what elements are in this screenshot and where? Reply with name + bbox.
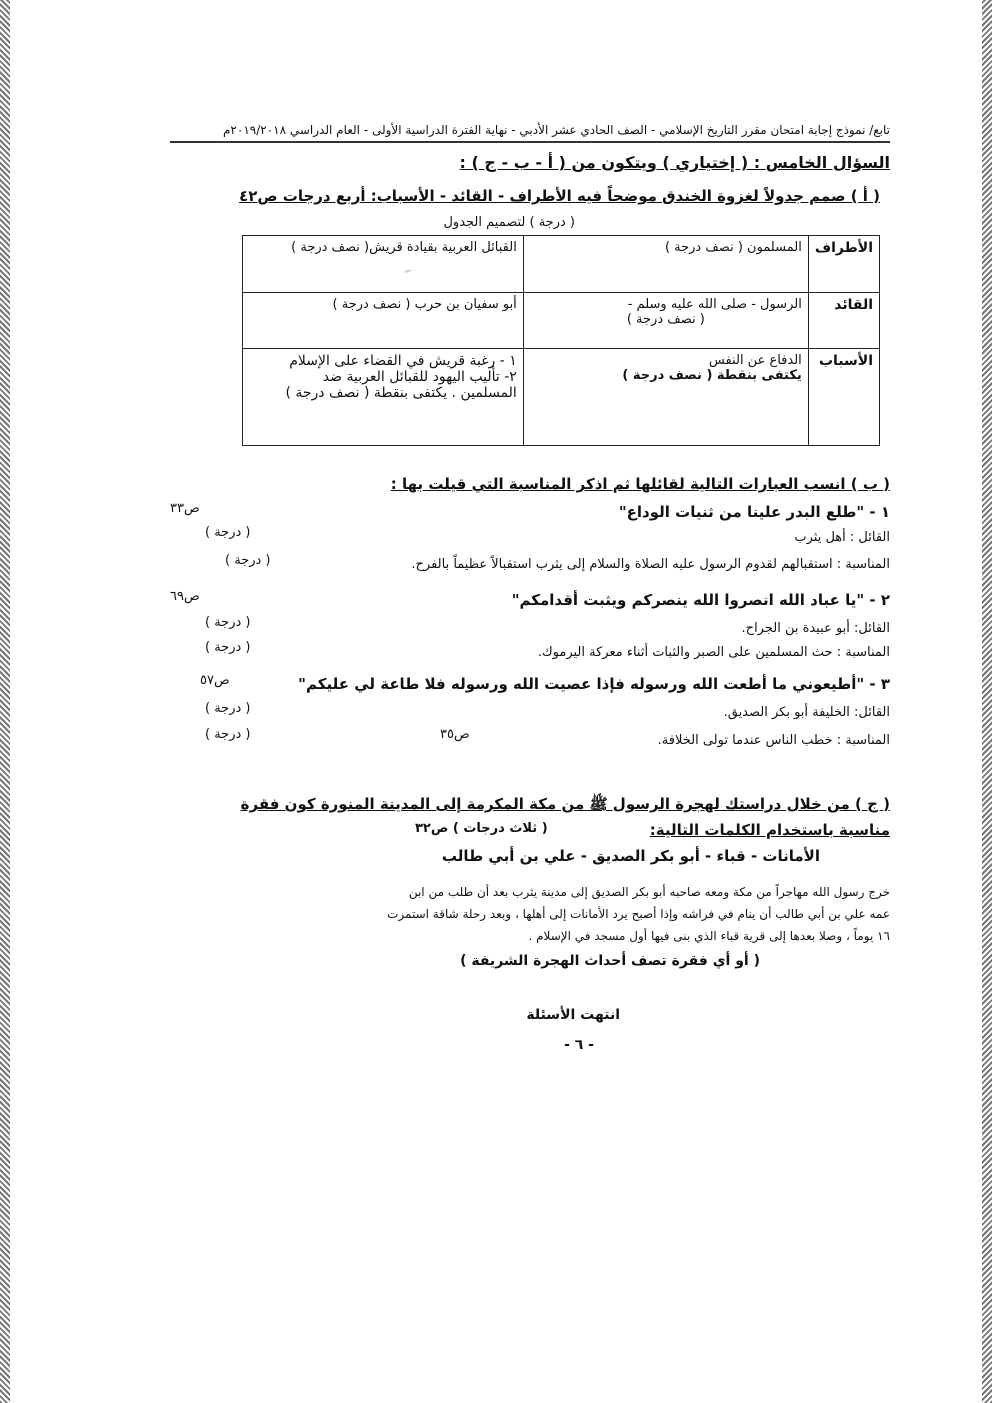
header-rule [170,141,890,143]
muslims-cell [523,349,808,446]
table-row [243,293,880,349]
answer-para-3: ١٦ يوماً ، وصلا بعدها إلى قرية قباء الذي بنى فيها أول مسجد في الإسلام . [528,929,890,943]
answer-alt: ( أو أي فقرة تصف أحداث الهجرة الشريفة ) [460,953,760,969]
answer-para-2: عمه علي بن أبي طالب أن ينام في فراشه وإذا أصبح يرد الأمانات إلى أهلها ، وبعد رحلة شاقة استمرت [387,907,890,921]
others-cell [243,349,524,446]
degree-3a: ( درجة ) [205,701,251,716]
sayer-3: القائل: الخليفة أبو بكر الصديق. [723,705,890,720]
page-header: تابع/ نموذج إجابة امتحان مقرر التاريخ الإسلامي - الصف الحادي عشر الأدبي - نهاية الفترة الدراسية الأولى - العام الدراسي ٢٠١٩/٢٠١٨م [222,123,890,137]
sayer-1: القائل : أهل يثرب [794,530,890,545]
occasion-1: المناسبة : استقبالهم لقدوم الرسول عليه الصلاة والسلام إلى يثرب استقبالاً عظيماً بالفرح. [411,557,890,572]
quote-2: ٢ - "يا عباد الله انصروا الله ينصركم ويثبت أقدامكم" [511,591,890,609]
exam-page [170,95,890,1345]
degree-1b: ( درجة ) [225,553,271,568]
cell-line: ٢- تأليب اليهود للقبائل العربية ضد [322,369,517,385]
sayer-2: القائل: أبو عبيدة بن الجراح. [741,621,890,636]
degree-2a: ( درجة ) [205,615,251,630]
quote-1: ١ - "طلع البدر علينا من ثنيات الوداع" [618,503,890,521]
part-c-words: الأمانات - قباء - أبو بكر الصديق - علي بن أبي طالب [441,847,820,865]
part-c-degree: ( ثلاث درجات ) ص٣٢ [415,821,548,836]
end-of-questions: انتهت الأسئلة [526,1007,620,1023]
cell-line: المسلمين . يكتفى بنقطة ( نصف درجة ) [285,385,517,401]
page-ref-1: ص٣٣ [170,501,200,516]
cell-line: يكتفى بنقطة ( نصف درجة ) [622,368,802,383]
row-head: القائد [808,293,879,349]
row-head: الأطراف [808,236,879,293]
part-b-title: ( ب ) انسب العبارات التالية لقائلها ثم اذكر المناسبة التي قيلت بها : [390,475,890,493]
design-degree: ( درجة ) لتصميم الجدول [443,215,575,230]
answer-para-1: خرج رسول الله مهاجراً من مكة ومعه صاحبه أبو بكر الصديق إلى مدينة يثرب بعد أن طلب من ابن [408,885,890,899]
page-number: - ٦ - [564,1037,594,1053]
degree-1a: ( درجة ) [205,525,251,540]
degree-2b: ( درجة ) [205,640,251,655]
cell-line: ( نصف درجة ) [626,312,705,327]
table-row [243,236,880,293]
part-a-title: ( أ ) صمم جدولاً لغزوة الخندق موضحاً فيه الأطراف - القائد - الأسباب: أربع درجات ص٤٢ [239,187,880,205]
occasion-2: المناسبة : حث المسلمين على الصبر والثبات أثناء معركة اليرموك. [537,645,890,660]
question-five-title: السؤال الخامس : ( إختياري ) ويتكون من ( أ - ب - ج ) : [459,153,890,172]
others-cell: أبو سفيان بن حرب ( نصف درجة ) [243,293,524,349]
muslims-cell: المسلمون ( نصف درجة ) [523,236,808,293]
page-ref-3b: ص٣٥ [440,727,470,742]
row-head: الأسباب [808,349,879,446]
page-ref-2: ص٦٩ [170,589,200,604]
quote-3: ٣ - "أطيعوني ما أطعت الله ورسوله فإذا عصيت الله ورسوله فلا طاعة لي عليكم" [298,675,890,693]
others-cell: القبائل العربية بقيادة قريش( نصف درجة ) [243,236,524,293]
part-c-title-2: مناسبة باستخدام الكلمات التالية: [649,821,890,839]
occasion-3: المناسبة : خطب الناس عندما تولى الخلافة. [657,733,890,748]
cell-line: الدفاع عن النفس [708,353,802,368]
cell-line: ١ - رغبة قريش في القضاء على الإسلام [289,353,517,369]
cell-line: الرسول - صلى الله عليه وسلم - [627,297,802,312]
table-row [243,349,880,446]
left-border [0,0,10,1403]
right-border [982,0,992,1403]
khandaq-table [242,235,880,446]
page-ref-3: ص٥٧ [200,673,230,688]
degree-3b: ( درجة ) [205,727,251,742]
part-c-title-1: ( ج ) من خلال دراستك لهجرة الرسول ﷺ من مكة المكرمة إلى المدينة المنورة كون فقرة [240,795,890,813]
muslims-cell [523,293,808,349]
